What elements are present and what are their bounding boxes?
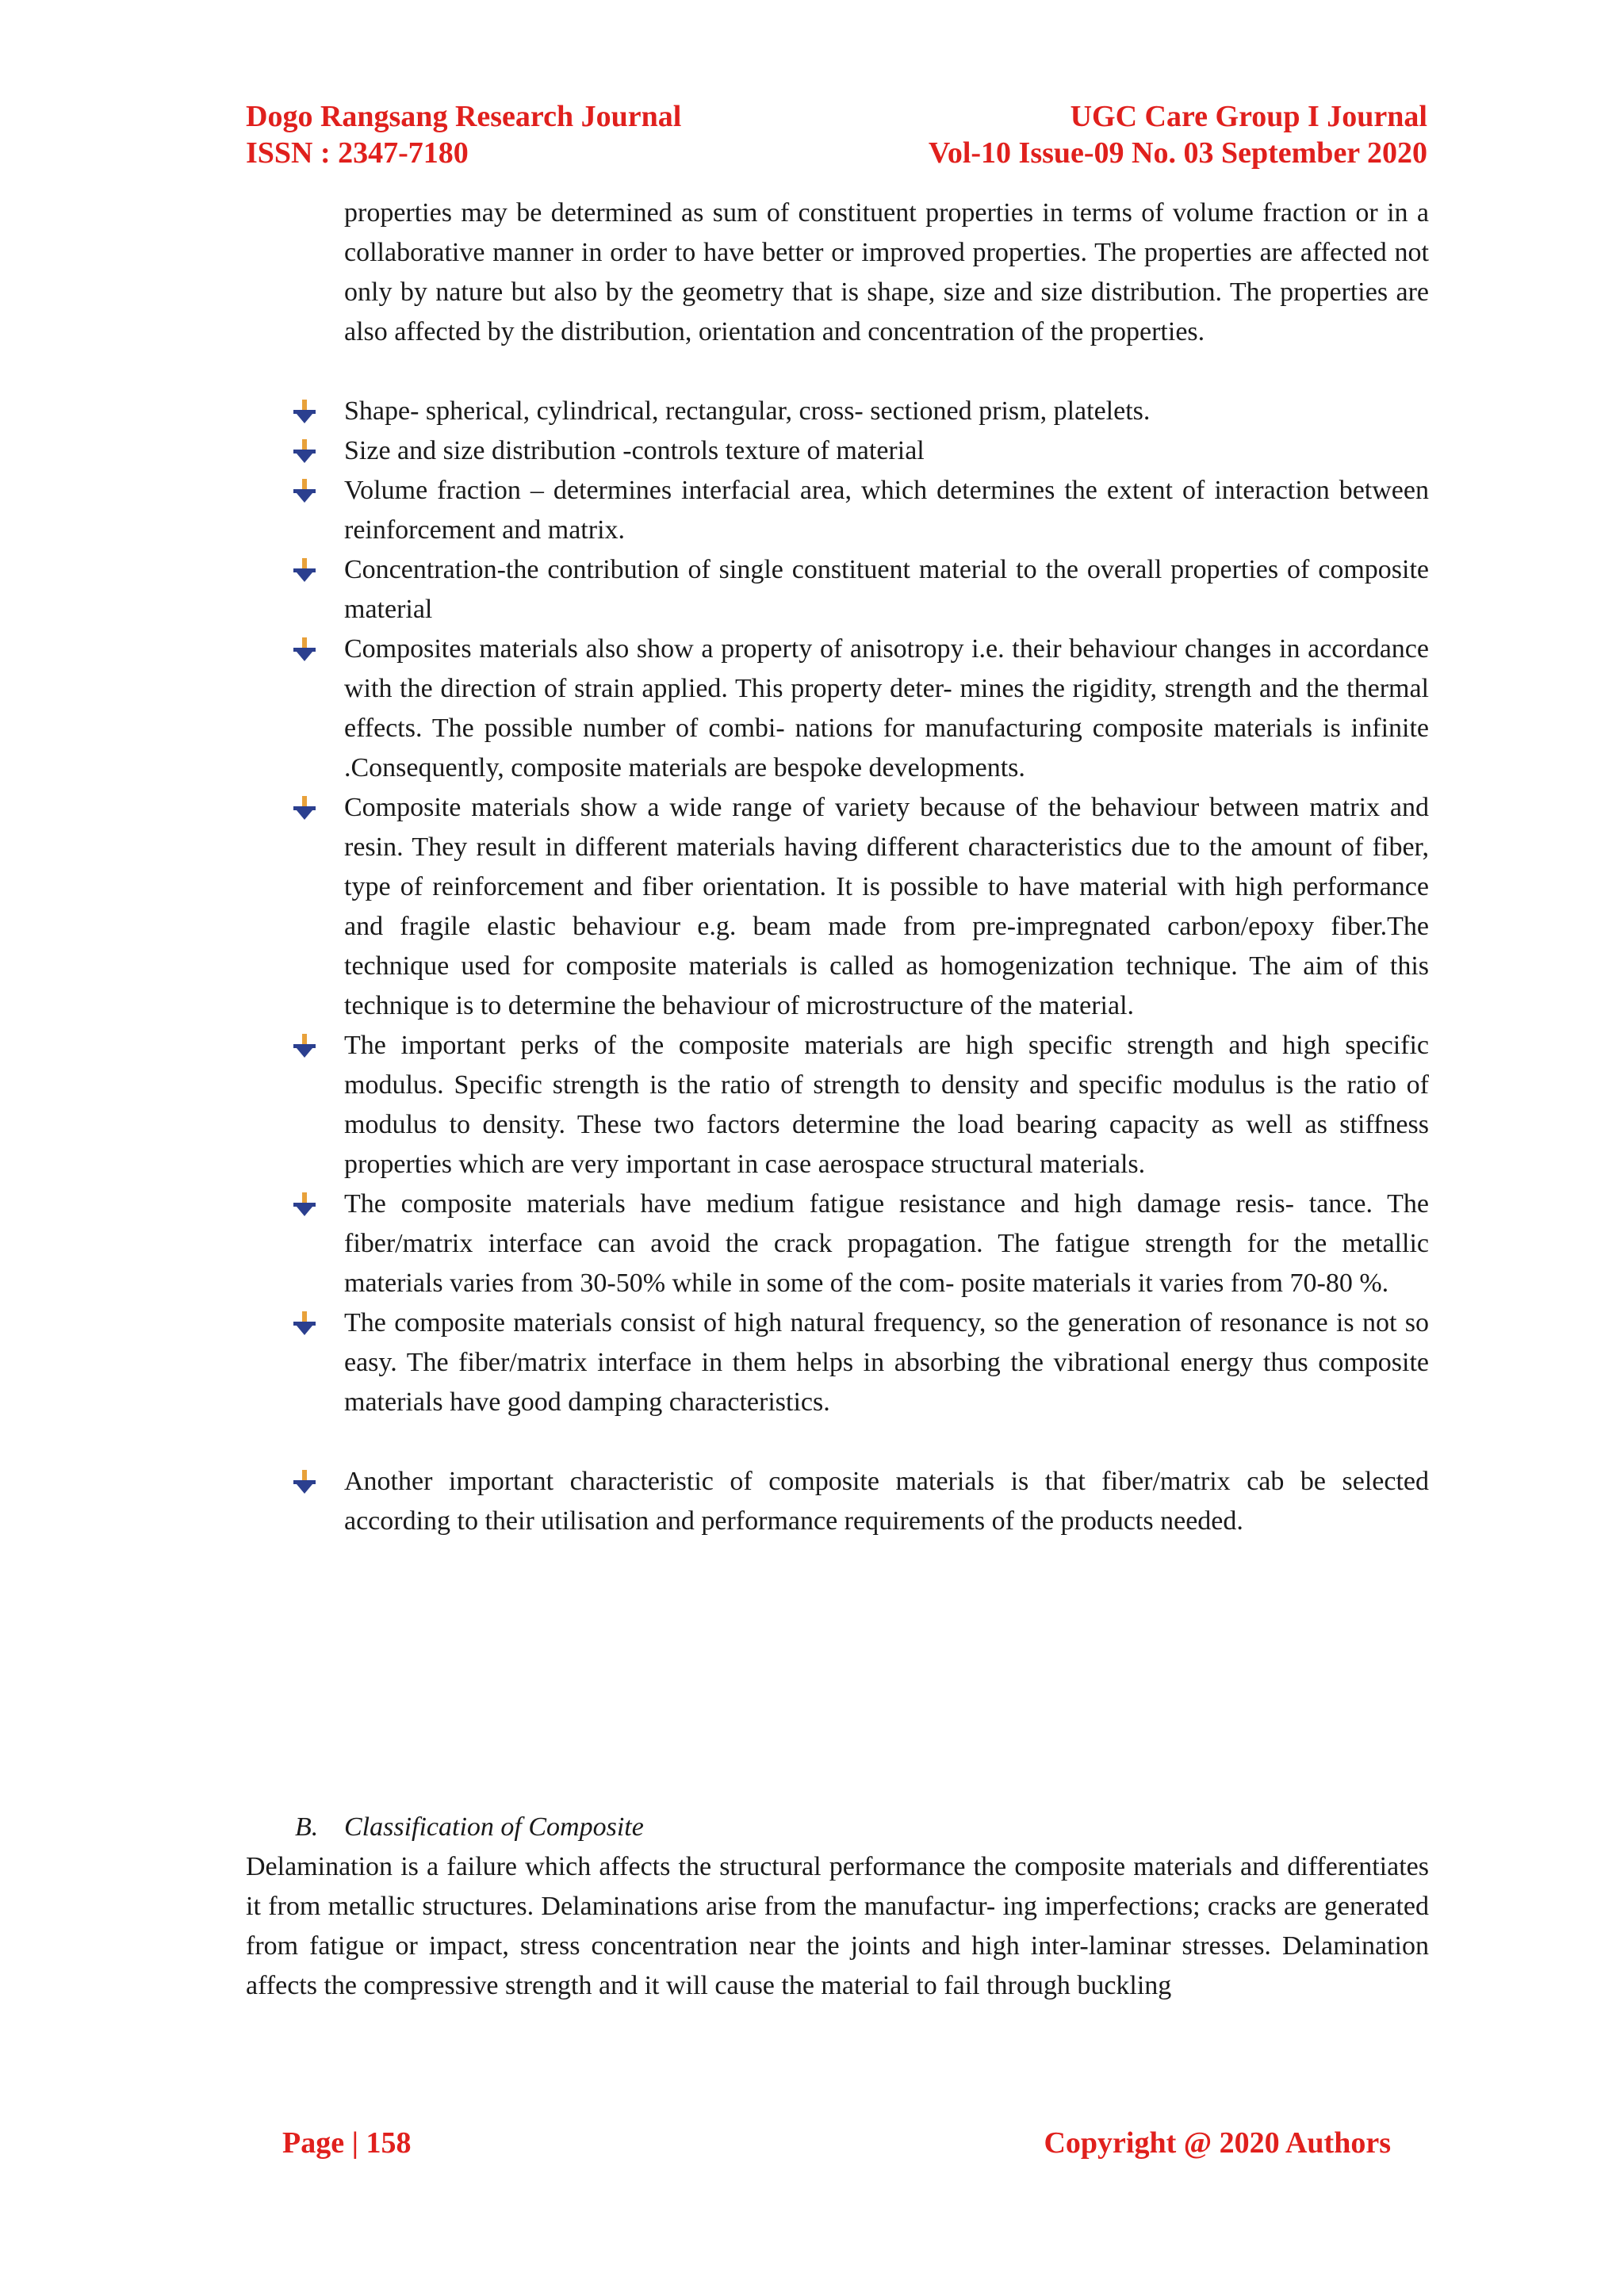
copyright: Copyright @ 2020 Authors [1044, 2126, 1391, 2160]
bullet-arrow-icon [293, 1470, 316, 1494]
issn: ISSN : 2347-7180 [246, 136, 469, 170]
continuation-paragraph: properties may be determined as sum of constituent properties in terms of volume fraction or in a collaborative manner in order to have better or improved properties. The properties are affected not only by nature but also by the geometry that is shape, size and size distribution. The properties are also affected by the distribution, orientation and concentration of the properties. [344, 198, 1429, 346]
list-item: Concentration-the contribution of single constituent material to the overall properties of composite material [293, 550, 1429, 629]
list-item: Another important characteristic of composite materials is that fiber/matrix cab be selected according to their utilisation and performance requirements of the products needed. [293, 1462, 1429, 1541]
bullet-arrow-icon [293, 479, 316, 503]
bullet-arrow-icon [293, 439, 316, 463]
bullet-arrow-icon [293, 1311, 316, 1335]
list-item: Shape- spherical, cylindrical, rectangular, cross- sectioned prism, platelets. [293, 392, 1429, 431]
bullet-arrow-icon [293, 796, 316, 820]
section-paragraph: Delamination is a failure which affects the structural performance the composite materials and differentiates it from metallic structures. Delaminations arise from the manufactur- ing imperfections; cracks are generated from fatigue or impact, stress concentration near the joints and high inter-laminar stresses. Delamination affects the compressive strength and it will cause the material to fail through buckling [246, 1852, 1429, 2000]
bullet-arrow-icon [293, 400, 316, 423]
list-item: The important perks of the composite materials are high specific strength and high specific modulus. Specific strength is the ratio of strength to density and specific modulus is the ratio of modulus to density. These two factors determine the load bearing capacity as well as stiffness properties which are very important in case aerospace structural materials. [293, 1026, 1429, 1184]
section-number: B. [295, 1812, 319, 1842]
page-number: Page | 158 [282, 2126, 412, 2160]
list-item: Composites materials also show a property of anisotropy i.e. their behaviour changes in accordance with the direction of strain applied. This property deter- mines the rigidity, strength and the thermal effects. The possible number of combi- nations for manufacturing composite materials is infinite .Consequently, composite materials are bespoke developments. [293, 629, 1429, 788]
list-item: Size and size distribution -controls texture of material [293, 431, 1429, 471]
list-item: Composite materials show a wide range of variety because of the behaviour between matrix and resin. They result in different materials having different characteristics due to the amount of fiber, type of reinforcement and fiber orientation. It is possible to have material with high performance and fragile elastic behaviour e.g. beam made from pre-impregnated carbon/epoxy fiber.The technique used for composite materials is called as homogenization technique. The aim of this technique is to determine the behaviour of microstructure of the material. [293, 788, 1429, 1026]
section-title: Classification of Composite [344, 1812, 644, 1842]
bullet-list [293, 392, 1429, 1541]
list-item: Volume fraction – determines interfacial area, which determines the extent of interaction between reinforcement and matrix. [293, 471, 1429, 550]
list-item: The composite materials have medium fatigue resistance and high damage resis- tance. The fiber/matrix interface can avoid the crack propagation. The fatigue strength for the metallic materials varies from 30-50% while in some of the com- posite materials it varies from 70-80 %. [293, 1184, 1429, 1303]
page-header [246, 98, 1427, 171]
bullet-arrow-icon [293, 1192, 316, 1216]
volume-issue: Vol-10 Issue-09 No. 03 September 2020 [928, 136, 1427, 170]
ugc-care-label: UGC Care Group I Journal [1070, 100, 1427, 133]
bullet-arrow-icon [293, 1034, 316, 1058]
bullet-arrow-icon [293, 558, 316, 582]
list-item: The composite materials consist of high natural frequency, so the generation of resonance is not so easy. The fiber/matrix interface in them helps in absorbing the vibrational energy thus composite materials have good damping characteristics. [293, 1303, 1429, 1422]
journal-name: Dogo Rangsang Research Journal [246, 100, 682, 133]
section-heading [295, 1808, 644, 1847]
bullet-arrow-icon [293, 637, 316, 661]
